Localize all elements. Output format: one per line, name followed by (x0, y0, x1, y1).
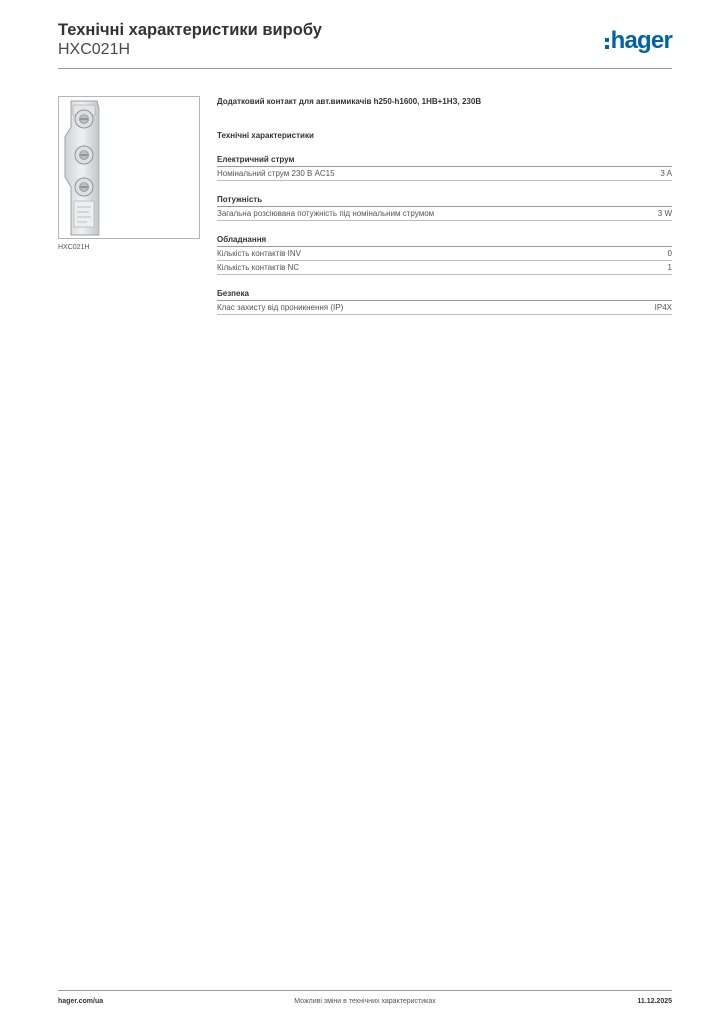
group-title: Потужність (217, 195, 672, 207)
product-image (58, 96, 200, 239)
footer-note: Можливі зміни в технічних характеристиках (294, 998, 436, 1005)
logo-dots-icon (605, 38, 609, 49)
logo-text: hager (610, 27, 672, 54)
footer-divider (58, 990, 672, 991)
spec-value: 1 (667, 263, 672, 272)
group-title: Електричний струм (217, 155, 672, 167)
document-title: Технічні характеристики виробу (58, 21, 322, 39)
group-title: Обладнання (217, 235, 672, 247)
spec-row (217, 207, 672, 221)
spec-group-equipment (217, 235, 672, 275)
hager-logo (605, 28, 672, 54)
spec-value: 3 A (660, 169, 672, 178)
spec-value: IP4X (654, 303, 672, 312)
spec-value: 0 (667, 249, 672, 258)
spec-group-electric-current (217, 155, 672, 181)
spec-label: Кількість контактів INV (217, 249, 301, 258)
spec-content (217, 96, 672, 315)
spec-group-safety (217, 289, 672, 315)
image-caption: HXC021H (58, 244, 90, 251)
website-link[interactable]: hager.com/ua (58, 998, 104, 1005)
spec-label: Клас захисту від проникнення (IP) (217, 303, 344, 312)
spec-label: Номінальний струм 230 В AC15 (217, 169, 335, 178)
footer-date: 11.12.2025 (637, 998, 672, 1005)
spec-row (217, 247, 672, 261)
spec-label: Загальна розсіювана потужність під номінальним струмом (217, 209, 435, 218)
spec-group-power (217, 195, 672, 221)
spec-value: 3 W (657, 209, 672, 218)
spec-row (217, 301, 672, 315)
auxiliary-contact-image (59, 97, 199, 238)
specs-title: Технічні характеристики (217, 131, 314, 140)
group-title: Безпека (217, 289, 672, 301)
header-divider (58, 68, 672, 69)
product-code: HXC021H (58, 41, 131, 58)
spec-row (217, 167, 672, 181)
spec-row (217, 261, 672, 275)
spec-label: Кількість контактів NC (217, 263, 300, 272)
product-description: Додатковий контакт для авт.вимикачів h250-h1600, 1НВ+1НЗ, 230В (217, 97, 482, 106)
page-header (58, 20, 672, 59)
